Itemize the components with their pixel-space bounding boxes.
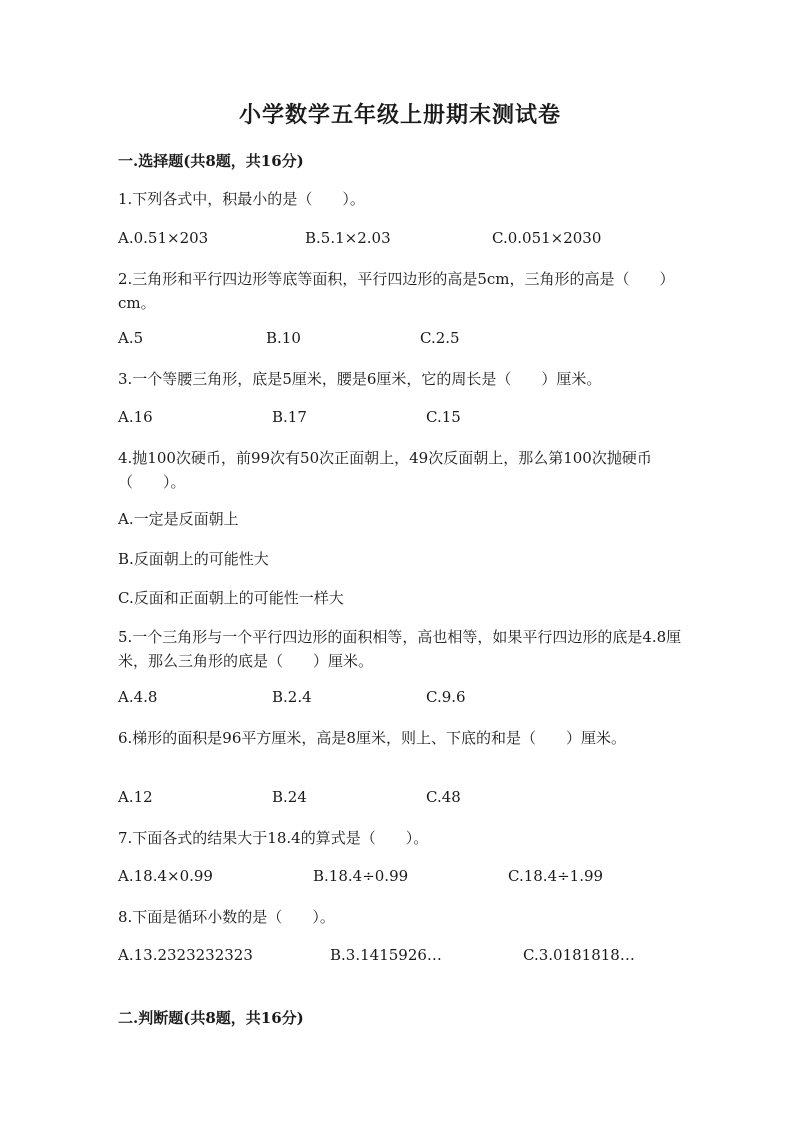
section-heading-judgement: 二.判断题(共8题，共16分): [118, 1009, 304, 1027]
page-title: 小学数学五年级上册期末测试卷: [238, 102, 561, 128]
question-5: 5.一个三角形与一个平行四边形的面积相等，高也相等，如果平行四边形的底是4.8厘米，那么三角形的底是（ ）厘米。: [118, 628, 682, 670]
q2-option-a: A.5: [118, 329, 144, 347]
q1-option-b: B.5.1×2.03: [305, 229, 391, 247]
q1-option-a: A.0.51×203: [118, 229, 209, 247]
question-3: 3.一个等腰三角形，底是5厘米，腰是6厘米，它的周长是（ ）厘米。: [118, 370, 602, 388]
q2-option-b: B.10: [266, 329, 301, 347]
q8-option-c: C.3.0181818…: [523, 946, 635, 964]
q7-option-b: B.18.4÷0.99: [313, 867, 409, 885]
q3-option-c: C.15: [426, 408, 461, 426]
q5-option-a: A.4.8: [118, 688, 158, 706]
q4-option-c: C.反面和正面朝上的可能性一样大: [118, 589, 344, 607]
q3-option-a: A.16: [118, 408, 153, 426]
q7-option-c: C.18.4÷1.99: [508, 867, 604, 885]
q6-option-b: B.24: [272, 788, 307, 806]
q8-option-a: A.13.2323232323: [118, 946, 253, 964]
question-4: 4.抛100次硬币，前99次有50次正面朝上，49次反面朝上，那么第100次抛硬币（ ）。: [118, 449, 652, 491]
question-7: 7.下面各式的结果大于18.4的算式是（ ）。: [118, 829, 429, 847]
question-2: 2.三角形和平行四边形等底等面积，平行四边形的高是5cm，三角形的高是（ ）cm。: [118, 270, 675, 312]
section-heading-choice: 一.选择题(共8题，共16分): [118, 152, 304, 170]
q7-option-a: A.18.4×0.99: [118, 867, 213, 885]
question-6: 6.梯形的面积是96平方厘米，高是8厘米，则上、下底的和是（ ）厘米。: [118, 729, 626, 747]
q3-option-b: B.17: [272, 408, 307, 426]
q5-option-c: C.9.6: [426, 688, 466, 706]
question-8: 8.下面是循环小数的是（ ）。: [118, 908, 335, 926]
question-1: 1.下列各式中，积最小的是（ ）。: [118, 190, 365, 208]
q6-option-c: C.48: [426, 788, 461, 806]
q2-option-c: C.2.5: [420, 329, 460, 347]
q6-option-a: A.12: [118, 788, 153, 806]
q4-option-b: B.反面朝上的可能性大: [118, 550, 269, 568]
q8-option-b: B.3.1415926…: [330, 946, 442, 964]
q5-option-b: B.2.4: [272, 688, 312, 706]
q4-option-a: A.一定是反面朝上: [118, 510, 239, 528]
q1-option-c: C.0.051×2030: [492, 229, 602, 247]
